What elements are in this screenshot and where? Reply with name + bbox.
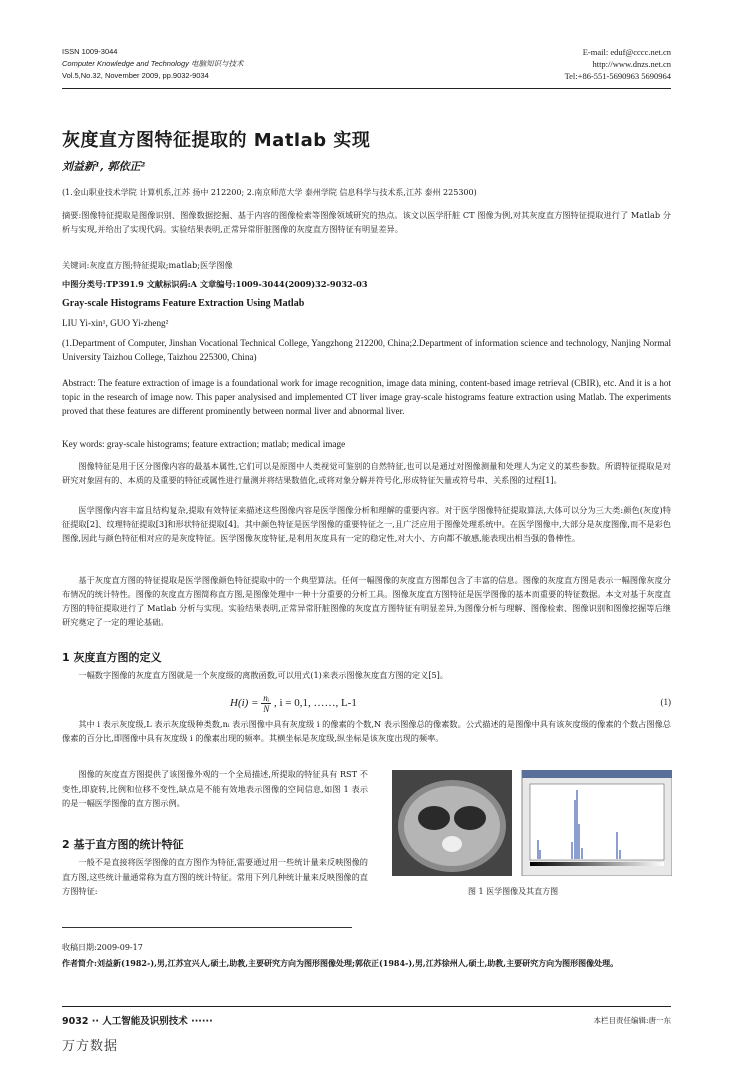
journal-header-left — [62, 46, 243, 82]
section-1-paragraph-2: 其中 i 表示灰度级,L 表示灰度级种类数,nᵢ 表示图像中具有灰度级 i 的像素的个数,N 表示图像总的像素数。公式描述的是图像中具有该灰度级的像素的个数占图像总像素的百分比,即图像中具有灰度级 i 的像素出现的频率。其横坐标是灰度级,纵坐标是该灰度出现的频率。 — [62, 719, 671, 743]
page-number-column: 9032 ·· 人工智能及识别技术 ······ — [62, 1016, 213, 1027]
histogram-title-bar — [522, 770, 672, 778]
formula-fraction — [261, 693, 271, 714]
formula-denominator: N — [263, 704, 270, 714]
section-2-paragraph-1: 一般不是直接将医学图像的直方图作为特征,需要通过用一些统计量来反映图像的直方图,这些统计量通常称为直方图的统计特征。常用下列几种统计量来反映图像的直方图特征: — [62, 857, 368, 896]
abstract-cn: 摘要:图像特征提取是图像识别、图像数据挖掘、基于内容的图像检索等图像领域研究的热点。该文以医学肝脏 CT 图像为例,对其灰度直方图特征提取进行了 Matlab 分析与实现,并给出了实现代码。实验结果表明,正常异常肝脏图像的灰度直方图特征有明显差异。 — [62, 210, 671, 234]
figure-1-graphic — [392, 770, 672, 876]
intro-paragraph-3: 基于灰度直方图的特征提取是医学图像颜色特征提取中的一个典型算法。任何一幅图像的灰度直方图都包含了丰富的信息。图像的灰度直方图是表示一幅图像灰度分布情况的统计特性。图像的灰度直方图简称直方图,是图像处理中一种十分重要的分析工具。图像灰度直方图特征是医学图像的基本而重要的特征数据。本文对基于灰度直方图的特征提取进行了 Matlab 分析与实现。实验结果表明,正常异常肝脏图像的灰度直方图特征有明显差异,为图像分析与理解、图像检索、图像识别和图像挖掘等后继研究奠定了一定的理论基础。 — [62, 575, 671, 627]
column-editor: 本栏目责任编辑:唐一东 — [593, 1016, 671, 1025]
intro-paragraph-1: 图像特征是用于区分图像内容的最基本属性,它们可以是原图中人类视觉可鉴别的自然特征,也可以是通过对图像测量和处理人为定义的某些参数。所谓特征提取是对研究对象固有的、本质的及重要的特征或属性进行量测并将结果数值化,或将对象分解并符号化,形成特征矢量或符号串、关系图的过程[1]。 — [62, 461, 671, 485]
email: E-mail: eduf@cccc.net.cn — [582, 47, 671, 57]
telephone: Tel:+86-551-5690963 5690964 — [564, 71, 671, 81]
wanfang-watermark: 万方数据 — [62, 1039, 119, 1054]
volume-info: Vol.5,No.32, November 2009, pp.9032-9034 — [62, 71, 209, 80]
equation-number: (1) — [660, 697, 671, 707]
article-title: 灰度直方图特征提取的 Matlab 实现 — [62, 130, 371, 151]
intro-paragraph-2: 医学图像内容丰富且结构复杂,提取有效特征来描述这些图像内容是医学图像分析和理解的重要内容。对于医学图像特征提取算法,大体可以分为三大类:颜色(灰度)特征提取[2]、纹理特征提取[3]和形状特征提取[4]。其中颜色特征是医学图像的重要特征之一,且广泛应用于图像处理系统中。在医学图像中,大部分是灰度图像,而不是彩色图像,因此与颜色特征相对应的是灰度特征。医学图像灰度特征,是利用灰度具有一定的稳定性,对大小、方向都不敏感,能表现出相当强的鲁棒性。 — [62, 505, 671, 543]
formula-lhs: H(i) = — [230, 697, 262, 710]
figure-1-caption: 图 1 医学图像及其直方图 — [468, 887, 559, 896]
ct-bone — [442, 836, 462, 852]
abstract-en: Abstract: The feature extraction of image is a foundational work for image recognition, image data mining, content-based image retrieval (CBIR), etc. And it is a hot topic in the research of image now. This paper analysised and implemented CT liver image gray-scale histograms feature extraction using Matlab. The experiments proved that these features are different prominently between normal liver and abnormal liver. — [62, 378, 671, 416]
footer-rule — [62, 1006, 671, 1007]
histogram-plot-area — [530, 784, 664, 860]
journal-header-right — [565, 46, 671, 82]
footnote-rule — [62, 927, 352, 928]
histogram-formula — [230, 693, 357, 714]
classification: 中图分类号:TP391.9 文献标识码:A 文章编号:1009-3044(2009)32-9032-03 — [62, 279, 368, 289]
affiliation: (1.金山职业技术学院 计算机系,江苏 扬中 212200; 2.南京师范大学 泰州学院 信息科学与技术系,江苏 泰州 225300) — [62, 188, 477, 197]
section-1-paragraph-1: 一幅数字图像的灰度直方图就是一个灰度级的离散函数,可以用式(1)来表示图像灰度直方图的定义[5]。 — [78, 670, 449, 680]
website: http://www.dnzs.net.cn — [592, 59, 671, 69]
section-1-heading: 1 灰度直方图的定义 — [62, 651, 162, 664]
section-2-heading: 2 基于直方图的统计特征 — [62, 838, 184, 851]
keywords-cn: 关键词:灰度直方图;特征提取;matlab;医学图像 — [62, 260, 233, 270]
journal-name: Computer Knowledge and Technology 电脑知识与技术 — [62, 59, 244, 68]
formula-numerator: nᵢ — [263, 693, 270, 703]
formula-rhs: , i = 0,1, ……, L-1 — [273, 697, 357, 710]
affiliation-en: (1.Department of Computer, Jinshan Vocational Technical College, Yangzhong 212200, China;2.Department of information science and technology, Nanjing Normal University Taizhou College, Taizhou 225300, China) — [62, 338, 671, 362]
ct-soft-tissue — [404, 786, 500, 866]
keywords-en: Key words: gray-scale histograms; feature extraction; matlab; medical image — [62, 439, 346, 449]
section-1-paragraph-3: 图像的灰度直方图提供了该图像外观的一个全局描述,所提取的特征具有 RST 不变性,即旋转,比例和位移不变性,缺点是不能有效地表示图像的空间信息,如图 1 表示的是一幅医学图像的直方图示例。 — [62, 769, 368, 808]
header-rule — [62, 88, 671, 89]
authors: 刘益新¹, 郭依正² — [62, 160, 146, 173]
received-date: 收稿日期:2009-09-17 — [62, 943, 143, 952]
title-en: Gray-scale Histograms Feature Extraction Using Matlab — [62, 298, 305, 309]
ct-left-cavity — [418, 806, 450, 830]
authors-en: LIU Yi-xin¹, GUO Yi-zheng² — [62, 318, 169, 328]
ct-right-cavity — [454, 806, 486, 830]
gray-level-scale — [530, 862, 664, 866]
figure-1 — [392, 770, 672, 876]
author-bio: 作者简介:刘益新(1982-),男,江苏宜兴人,硕士,助教,主要研究方向为图形图像处理;郭依正(1984-),男,江苏徐州人,硕士,助教,主要研究方向为图形图像处理。 — [62, 958, 619, 968]
issn: ISSN 1009-3044 — [62, 47, 118, 56]
